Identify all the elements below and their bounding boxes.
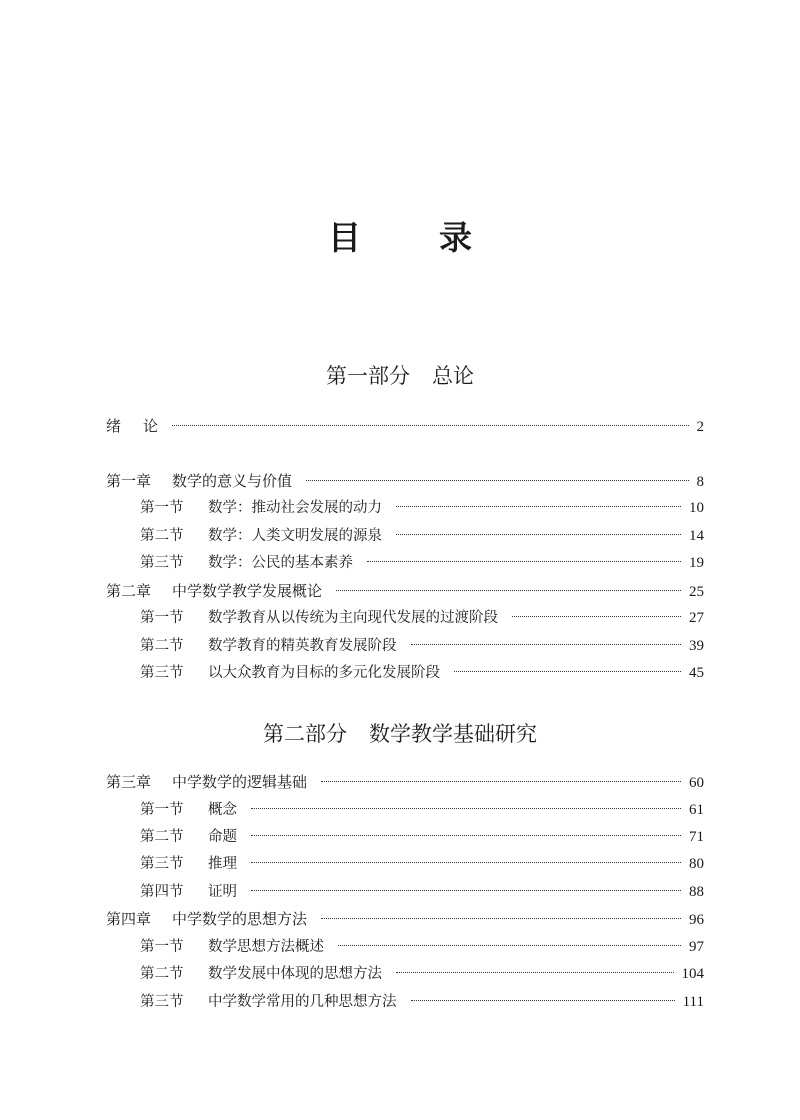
toc-page-number: 27 [689, 610, 704, 626]
section-number: 第一节 [140, 802, 184, 818]
toc-entry-title: 数学：推动社会发展的动力 [208, 500, 382, 516]
toc-entry-section[interactable] [140, 552, 704, 574]
toc-entry-chapter[interactable] [106, 771, 704, 793]
section-number: 第二节 [140, 829, 184, 845]
toc-entry-chapter[interactable] [106, 470, 704, 492]
section-number: 第三节 [140, 665, 184, 681]
toc-entry-title: 数学教育的精英教育发展阶段 [208, 638, 397, 654]
toc-entry-section[interactable] [140, 607, 704, 629]
section-number: 第一节 [140, 610, 184, 626]
section-number: 第二节 [140, 638, 184, 654]
chapter-number: 第三章 [106, 773, 152, 791]
toc-page-number: 97 [689, 939, 704, 955]
toc-page-number: 39 [689, 638, 704, 654]
toc-entry-chapter[interactable] [106, 908, 704, 930]
toc-entry-section[interactable] [140, 799, 704, 821]
toc-page-number: 80 [689, 856, 704, 872]
toc-entry-title: 中学数学的逻辑基础 [172, 773, 308, 791]
toc-entry-title: 数学：公民的基本素养 [208, 555, 353, 571]
section-number: 第三节 [140, 856, 184, 872]
page-title-char-2: 录 [439, 218, 472, 257]
toc-page-number: 61 [689, 802, 704, 818]
toc-entry-section[interactable] [140, 662, 704, 684]
toc-entry-title: 中学数学常用的几种思想方法 [208, 994, 397, 1010]
dot-leader [321, 918, 681, 919]
chapter-number: 第一章 [106, 472, 152, 490]
dot-leader [454, 671, 681, 672]
dot-leader [251, 890, 681, 891]
section-number: 第四节 [140, 884, 184, 900]
toc-entry-section[interactable] [140, 497, 704, 519]
toc-entry-chapter[interactable] [106, 580, 704, 602]
chapter-number: 第二章 [106, 582, 152, 600]
section-number: 第一节 [140, 500, 184, 516]
toc-entry-title: 中学数学的思想方法 [172, 910, 308, 928]
toc-page-number: 104 [681, 966, 704, 982]
toc-entry-section[interactable] [140, 525, 704, 547]
toc-entry-section[interactable] [140, 963, 704, 985]
toc-entry-title: 中学数学教学发展概论 [172, 582, 323, 600]
toc-page-number: 14 [689, 528, 704, 544]
section-number: 第二节 [140, 966, 184, 982]
toc-entry-title: 数学教育从以传统为主向现代发展的过渡阶段 [208, 610, 498, 626]
section-number: 第一节 [140, 939, 184, 955]
toc-entry-title: 命题 [208, 829, 237, 845]
section-number: 第二节 [140, 528, 184, 544]
toc-entry-section[interactable] [140, 881, 704, 903]
part-name: 总论 [432, 364, 474, 388]
part-number: 第二部分 [263, 722, 347, 746]
toc-entry-section[interactable] [140, 853, 704, 875]
section-number: 第三节 [140, 555, 184, 571]
dot-leader [411, 1000, 675, 1001]
dot-leader [411, 644, 682, 645]
toc-page-number: 25 [689, 584, 704, 600]
dot-leader [321, 781, 681, 782]
dot-leader [396, 534, 681, 535]
toc-entry-section[interactable] [140, 635, 704, 657]
toc-entry-title: 数学：人类文明发展的源泉 [208, 528, 382, 544]
chapter-number: 第四章 [106, 910, 152, 928]
toc-entry-title: 证明 [208, 884, 237, 900]
page-title [0, 212, 800, 259]
dot-leader [306, 480, 688, 481]
dot-leader [338, 945, 681, 946]
dot-leader [367, 561, 681, 562]
dot-leader [336, 590, 681, 591]
toc-entry-title: 数学发展中体现的思想方法 [208, 966, 382, 982]
toc-page-number: 111 [682, 994, 704, 1010]
toc-page-number: 60 [689, 775, 704, 791]
part-number: 第一部分 [326, 364, 410, 388]
toc-entry-intro[interactable] [106, 415, 704, 437]
dot-leader [251, 808, 681, 809]
part-name: 数学教学基础研究 [369, 722, 537, 746]
toc-page-number: 8 [696, 474, 704, 490]
dot-leader [251, 862, 681, 863]
section-number: 第三节 [140, 994, 184, 1010]
toc-entry-title: 绪 论 [106, 417, 159, 435]
toc-page-number: 19 [689, 555, 704, 571]
toc-entry-title: 概念 [208, 802, 237, 818]
dot-leader [251, 835, 681, 836]
part-heading-1 [0, 360, 800, 390]
toc-entry-title: 数学的意义与价值 [172, 472, 293, 490]
toc-page-number: 10 [689, 500, 704, 516]
toc-page-number: 96 [689, 912, 704, 928]
part-heading-2 [0, 718, 800, 748]
dot-leader [396, 506, 681, 507]
dot-leader [172, 425, 688, 426]
toc-page-number: 71 [689, 829, 704, 845]
dot-leader [396, 972, 674, 973]
toc-entry-title: 数学思想方法概述 [208, 939, 324, 955]
toc-entry-section[interactable] [140, 991, 704, 1013]
toc-page-number: 2 [696, 419, 704, 435]
toc-entry-title: 以大众教育为目标的多元化发展阶段 [208, 665, 440, 681]
toc-entry-section[interactable] [140, 936, 704, 958]
toc-page-number: 45 [689, 665, 704, 681]
toc-entry-section[interactable] [140, 826, 704, 848]
toc-page-number: 88 [689, 884, 704, 900]
dot-leader [512, 616, 681, 617]
toc-entry-title: 推理 [208, 856, 237, 872]
page-title-char-1: 目 [328, 218, 361, 257]
